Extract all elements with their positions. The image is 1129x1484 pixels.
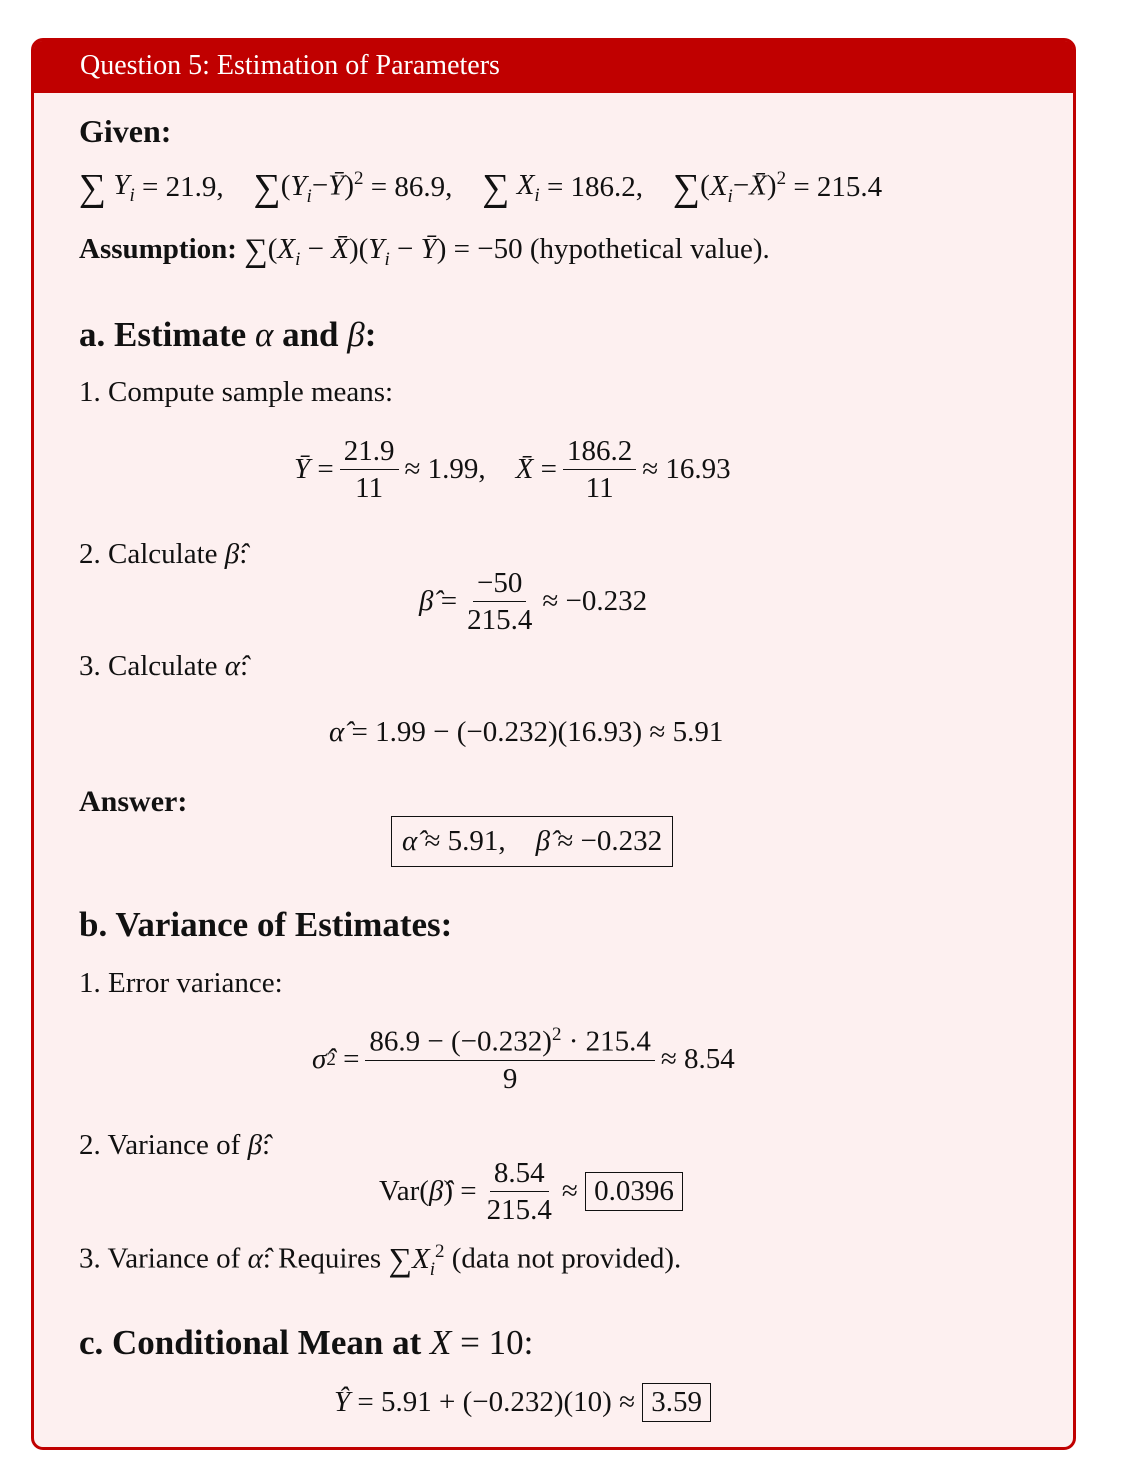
step-b2-label: 2. Variance of β̂: [79,1129,271,1161]
sample-means-equation: Ȳ = $\frac{21.9}{11}$ ≈ 1.99, X̄ = $\frac{186.2}{11}$ ≈ 16.93 [294,435,731,505]
assumption-label: Assumption: [79,233,237,265]
answer-label: Answer: [79,785,188,818]
step-a1-label: 1. Compute sample means: [79,376,394,408]
section-a-heading: a. Estimate α and β: [79,315,377,354]
step-b1-label: 1. Error variance: [79,967,283,999]
section-b-heading: b. Variance of Estimates: [79,905,453,944]
conditional-mean-result: 3.59 [642,1383,711,1422]
answer-box: α̂ ≈ 5.91, β̂ ≈ −0.232 [391,816,673,867]
step-a3-label: 3. Calculate α̂: [79,650,249,682]
given-heading: Given: [79,113,172,149]
sum-yy-value: 86.9, [394,171,453,204]
error-variance-equation: σ̂ 2 = $\frac{86.9 - (-0.232)^2 \cdot 215.4}{9}$ ≈ 8.54 [312,1024,735,1096]
assumption-line: Assumption: $\sum(X_i$ − $X̄)(Y_i$ − Ȳ) = −50 (hypothetical value). [79,233,770,270]
sum-xx-value: 215.4 [816,171,883,204]
conditional-mean-equation: Ŷ = 5.91 + (−0.232)(10) ≈ 3.59 [334,1383,711,1422]
assumption-note: (hypothetical value). [529,233,770,265]
question-box [31,38,1076,1450]
beta-variance-result: 0.0396 [585,1172,683,1211]
sum-x-value: 186.2, [570,171,644,204]
alpha-equation: α̂ = 1.99 − (−0.232)(16.93) ≈ 5.91 [329,716,724,748]
step-a2-label: 2. Calculate β̂: [79,538,248,570]
beta-equation: β̂ = $\frac{-50}{215.4}$ ≈ −0.232 [419,567,648,637]
sum-y-value: 21.9, [165,171,224,204]
assumption-value: −50 [477,233,523,265]
question-header: Question 5: Estimation of Parameters [34,41,1073,93]
given-sums: ∑ $Y_i$ = 21.9, ∑ $(Y_i-Ȳ)^2$ = 86.9, ∑ $X_i$ = 186.2, ∑ $(X_i-X̄)^2$ = 215.4 [79,166,883,209]
beta-variance-equation: Var( β̂ ) = $\frac{8.54}{215.4}$ ≈ 0.0396 [379,1158,683,1226]
section-c-heading: c. Conditional Mean at X = 10: [79,1323,534,1362]
step-b3-line: 3. Variance of α̂: Requires $\sum X_i^2$ (data not provided). [79,1241,682,1280]
